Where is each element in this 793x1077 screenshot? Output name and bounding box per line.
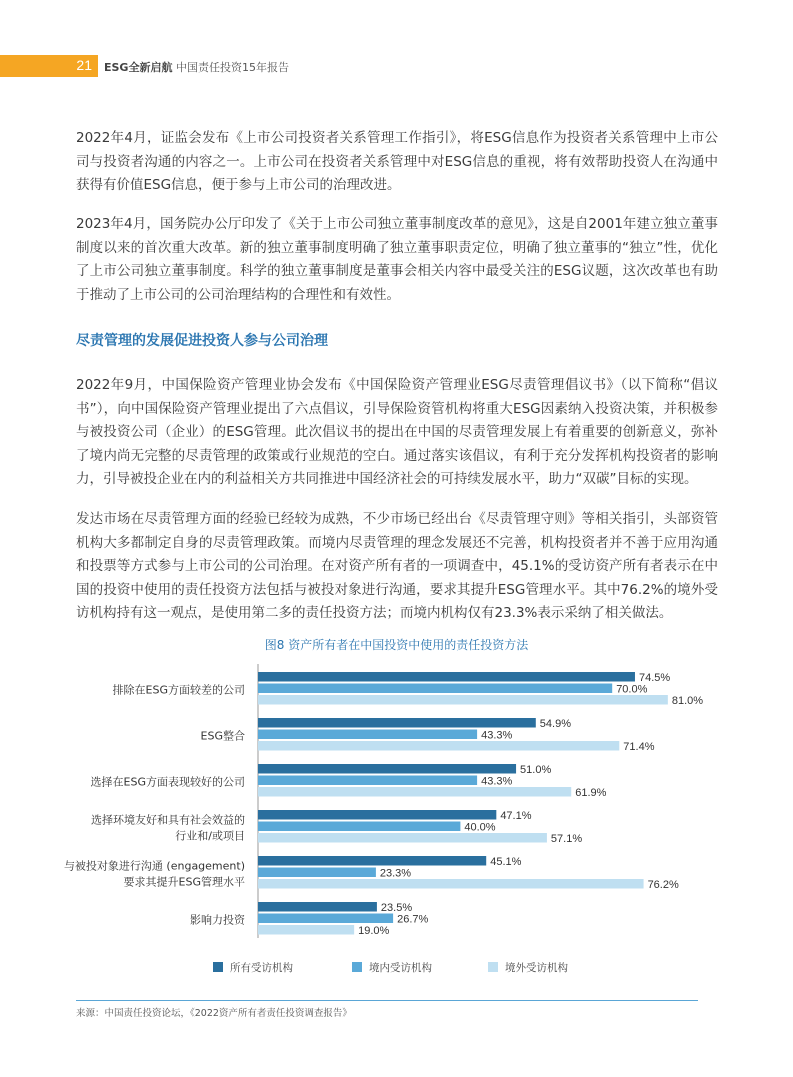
data-label: 51.0% [520, 764, 552, 776]
bar [258, 718, 536, 728]
bar [258, 810, 496, 820]
data-label: 40.0% [464, 821, 496, 834]
bar [258, 879, 644, 889]
bar [258, 741, 619, 751]
page-number-bar [0, 55, 98, 77]
data-label: 23.3% [379, 867, 412, 880]
data-label: 54.9% [539, 718, 571, 730]
data-label: 26.7% [397, 913, 429, 926]
bar [258, 672, 635, 682]
section-subheading: 尽责管理的发展促进投资人参与公司治理 [76, 333, 328, 349]
bar [258, 822, 460, 832]
legend-swatch [213, 962, 223, 972]
bar [258, 730, 477, 740]
category-label: 与被投对象进行沟通 (engagement) [63, 859, 245, 873]
page-number: 21 [76, 57, 92, 73]
chart-legend [0, 960, 793, 974]
data-label: 76.2% [647, 879, 679, 891]
data-label: 45.1% [490, 856, 522, 868]
category-label: 行业和/或项目 [175, 829, 245, 843]
legend-item [488, 960, 568, 975]
bar [258, 684, 612, 694]
bar [258, 764, 516, 774]
data-label: 70.0% [616, 683, 648, 696]
data-label: 43.3% [481, 729, 513, 742]
source-divider [76, 1000, 698, 1001]
bar [258, 925, 354, 935]
bar-chart [0, 660, 793, 940]
data-label: 43.3% [481, 775, 513, 788]
bar [258, 914, 393, 924]
bar [258, 856, 486, 866]
bar [258, 695, 668, 705]
running-title [104, 59, 289, 75]
bar [258, 902, 377, 912]
data-label: 47.1% [500, 810, 532, 822]
legend-swatch [488, 962, 498, 972]
bar [258, 787, 571, 797]
category-label: 排除在ESG方面较差的公司 [112, 683, 245, 697]
bar [258, 833, 547, 843]
data-label: 74.5% [638, 672, 671, 684]
source-note: 来源：中国责任投资论坛，《2022资产所有者责任投资调查报告》 [76, 1008, 352, 1019]
paragraph-1: 2022年4月，证监会发布《上市公司投资者关系管理工作指引》，将ESG信息作为投资者关系管理中上市公司与投资者沟通的内容之一。上市公司在投资者关系管理中对ESG信息的重视，将有效帮助投资人在沟通中获得有价值ESG信息，便于参与上市公司的治理改进。 [76, 130, 718, 193]
paragraph-2: 2023年4月，国务院办公厅印发了《关于上市公司独立董事制度改革的意见》，这是自2001年建立独立董事制度以来的首次重大改革。新的独立董事制度明确了独立董事职责定位，明确了独立董事的“独立”性，优化了上市公司独立董事制度。科学的独立董事制度是董事会相关内容中最受关注的ESG议题，这次改革也有助于推动了上市公司的公司治理结构的合理性和有效性。 [76, 216, 718, 303]
legend-label: 境内受访机构 [369, 962, 432, 974]
data-label: 23.5% [380, 902, 413, 914]
data-label: 61.9% [575, 787, 607, 799]
bar [258, 776, 477, 786]
legend-swatch [352, 962, 362, 972]
legend-item [213, 960, 293, 975]
paragraph-4: 发达市场在尽责管理方面的经验已经较为成熟，不少市场已经出台《尽责管理守则》等相关指引，头部资管机构大多都制定自身的尽责管理政策。而境内尽责管理的理念发展还不完善，机构投资者并不善于应用沟通和投票等方式参与上市公司的公司治理。在对资产所有者的一项调查中，45.1%的受访资产所有者表示在中国的投资中使用的责任投资方法包括与被投对象进行沟通，要求其提升ESG管理水平。其中76.2%的境外受访机构持有这一观点，是使用第二多的责任投资方法；而境内机构仅有23.3%表示采纳了相关做法。 [76, 511, 718, 621]
category-label: 要求其提升ESG管理水平 [123, 875, 245, 889]
report-brand: ESG全新启航 [104, 61, 173, 74]
bar [258, 868, 376, 878]
legend-label: 境外受访机构 [505, 962, 568, 974]
data-label: 57.1% [550, 833, 583, 845]
paragraph-3: 2022年9月，中国保险资产管理业协会发布《中国保险资产管理业ESG尽责管理倡议书》（以下简称“倡议书”），向中国保险资产管理业提出了六点倡议，引导保险资管机构将重大ESG因素纳入投资决策，并积极参与被投资公司（企业）的ESG管理。此次倡议书的提出在中国的尽责管理发展上有着重要的创新意义，弥补了境内尚无完整的尽责管理的政策或行业规范的空白。通过落实该倡议，有利于充分发挥机构投资者的影响力，引导被投企业在内的利益相关方共同推进中国经济社会的可持续发展水平，助力“双碳”目标的实现。 [76, 377, 718, 487]
legend-label: 所有受访机构 [230, 962, 293, 974]
figure-title: 图8 资产所有者在中国投资中使用的责任投资方法 [264, 638, 529, 652]
data-label: 19.0% [358, 925, 390, 937]
category-label: ESG整合 [200, 729, 245, 743]
category-label: 选择在ESG方面表现较好的公司 [90, 775, 245, 789]
data-label: 81.0% [671, 695, 704, 707]
legend-item [352, 960, 432, 975]
category-label: 影响力投资 [190, 913, 245, 927]
page-header [0, 55, 793, 77]
data-label: 71.4% [623, 741, 655, 753]
report-title: 中国责任投资15年报告 [175, 61, 289, 74]
category-label: 选择环境友好和具有社会效益的 [91, 813, 245, 827]
